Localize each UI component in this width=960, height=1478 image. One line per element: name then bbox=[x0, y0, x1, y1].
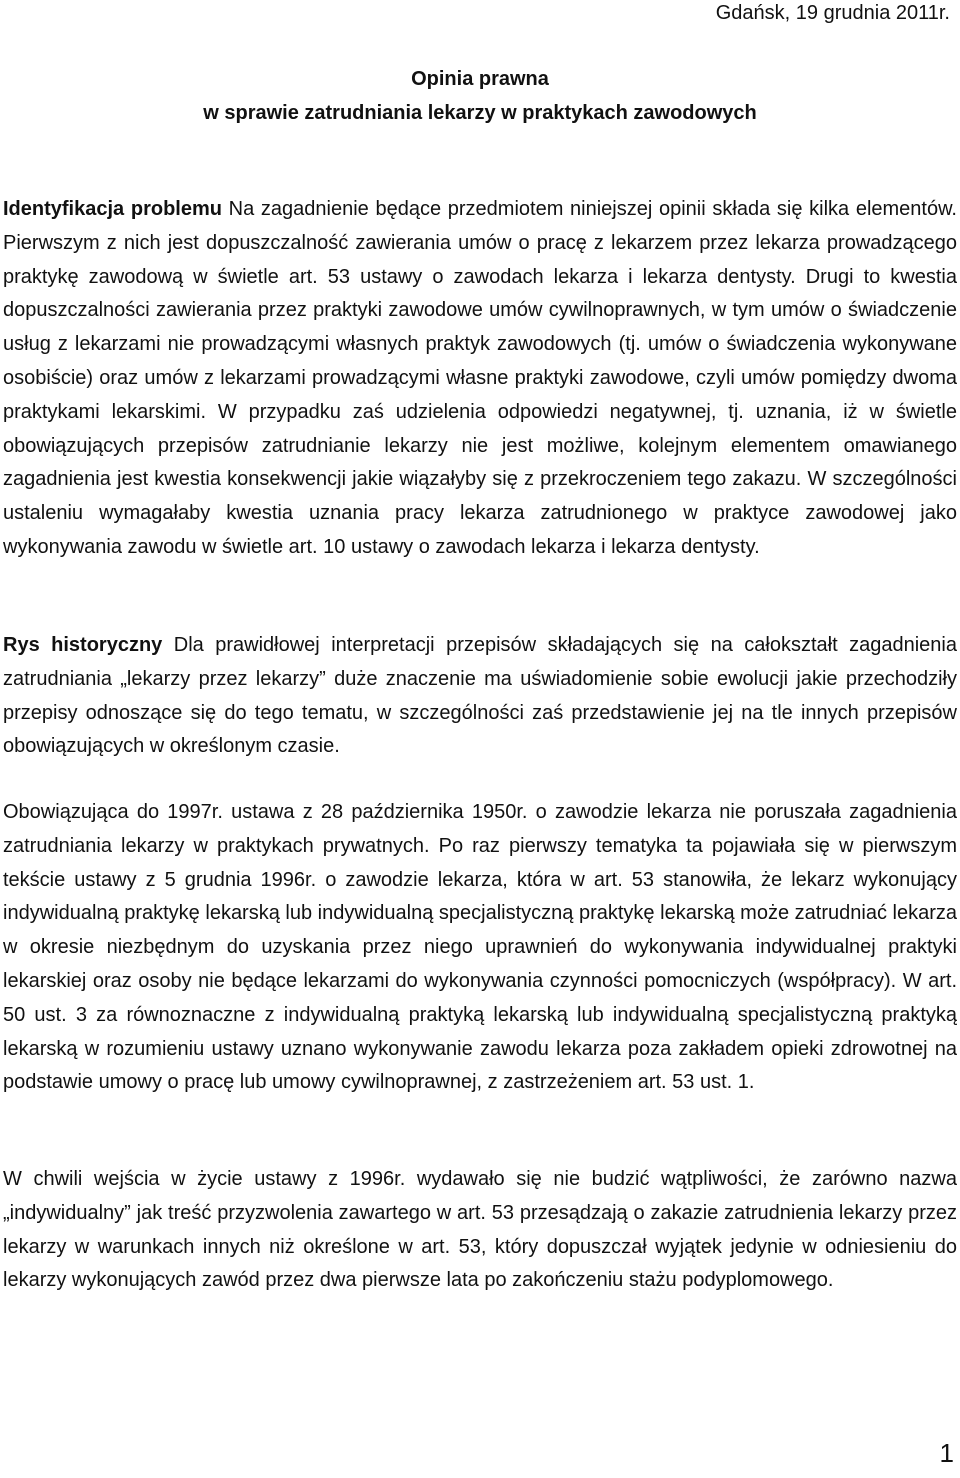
page-number: 1 bbox=[939, 1438, 954, 1468]
paragraph-problem-identification bbox=[3, 193, 957, 565]
title-line-2: w sprawie zatrudniania lekarzy w praktykach zawodowych bbox=[203, 102, 757, 124]
paragraph-1996-entry bbox=[3, 1163, 957, 1298]
document-title bbox=[0, 62, 960, 130]
paragraph-lead: Identyfikacja problemu bbox=[3, 198, 222, 220]
paragraph-body: W chwili wejścia w życie ustawy z 1996r. wydawało się nie budzić wątpliwości, że zarówno nazwa „indywidualny” jak treść przyzwolenia zawartego w art. 53 przesądzają o zakazie zatrudnienia lekarzy przez lekarzy w warunkach innych niż określone w art. 53, który dopuszczał wyjątek jedynie w odniesieniu do lekarzy wykonujących zawód przez dwa pierwsze lata po zakończeniu stażu podyplomowego. bbox=[3, 1168, 957, 1292]
paragraph-lead: Rys historyczny bbox=[3, 634, 163, 656]
title-line-1: Opinia prawna bbox=[411, 68, 549, 90]
paragraph-body: Dla prawidłowej interpretacji przepisów składających się na całokształt zagadnienia zatrudniania „lekarzy przez lekarzy” duże znaczenie ma uświadomienie sobie ewolucji jakie przechodziły przepisy odnoszące się do tego tematu, w szczególności zaś przedstawienie jej na tle innych przepisów obowiązujących w określonym czasie. bbox=[3, 634, 957, 758]
paragraph-body: Obowiązująca do 1997r. ustawa z 28 października 1950r. o zawodzie lekarza nie poruszała zagadnienia zatrudniania lekarzy w praktykach prywatnych. Po raz pierwszy tematyka ta pojawiała się w pierwszym tekście ustawy z 5 grudnia 1996r. o zawodzie lekarza, która w art. 53 stanowiła, że lekarz wykonujący indywidualną praktykę lekarską lub indywidualną specjalistyczną praktykę lekarską może zatrudniać lekarza w okresie niezbędnym do uzyskania przez niego uprawnień do wykonywania indywidualnej praktyki lekarskiej oraz osoby nie będące lekarzami do wykonywania czynności pomocniczych (współpracy). W art. 50 ust. 3 za równoznaczne z indywidualną praktyką lekarską lub indywidualną specjalistyczną praktyką lekarską w rozumieniu ustawy uznano wykonywanie zawodu lekarza poza zakładem opieki zdrowotnej na podstawie umowy o pracę lub umowy cywilnoprawnej, z zastrzeżeniem art. 53 ust. 1. bbox=[3, 801, 957, 1094]
paragraph-body: Na zagadnienie będące przedmiotem niniejszej opinii składa się kilka elementów. Pierwszym z nich jest dopuszczalność zawierania umów o pracę z lekarzem przez lekarza prowadzącego praktykę zawodową w świetle art. 53 ustawy o zawodach lekarza i lekarza dentysty. Drugi to kwestia dopuszczalności zawierania przez praktyki zawodowe umów cywilnoprawnych, w tym umów o świadczenie usług z lekarzami nie prowadzącymi własnych praktyk zawodowych (tj. umów o świadczenia wykonywane osobiście) oraz umów z lekarzami prowadzącymi własne praktyki zawodowe, czyli umów pomiędzy dwoma praktykami lekarskimi. W przypadku zaś udzielenia odpowiedzi negatywnej, tj. uznania, iż w świetle obowiązujących przepisów zatrudnianie lekarzy nie jest możliwe, kolejnym elementem omawianego zagadnienia jest kwestia konsekwencji jakie wiązałyby się z przekroczeniem tego zakazu. W szczególności ustaleniu wymagałaby kwestia uznania pracy lekarza zatrudnionego w praktyce zawodowej jako wykonywania zawodu w świetle art. 10 ustawy o zawodach lekarza i lekarza dentysty. bbox=[3, 198, 957, 558]
date-line: Gdańsk, 19 grudnia 2011r. bbox=[715, 2, 950, 24]
paragraph-1997-law bbox=[3, 796, 957, 1100]
paragraph-historical-outline bbox=[3, 629, 957, 764]
